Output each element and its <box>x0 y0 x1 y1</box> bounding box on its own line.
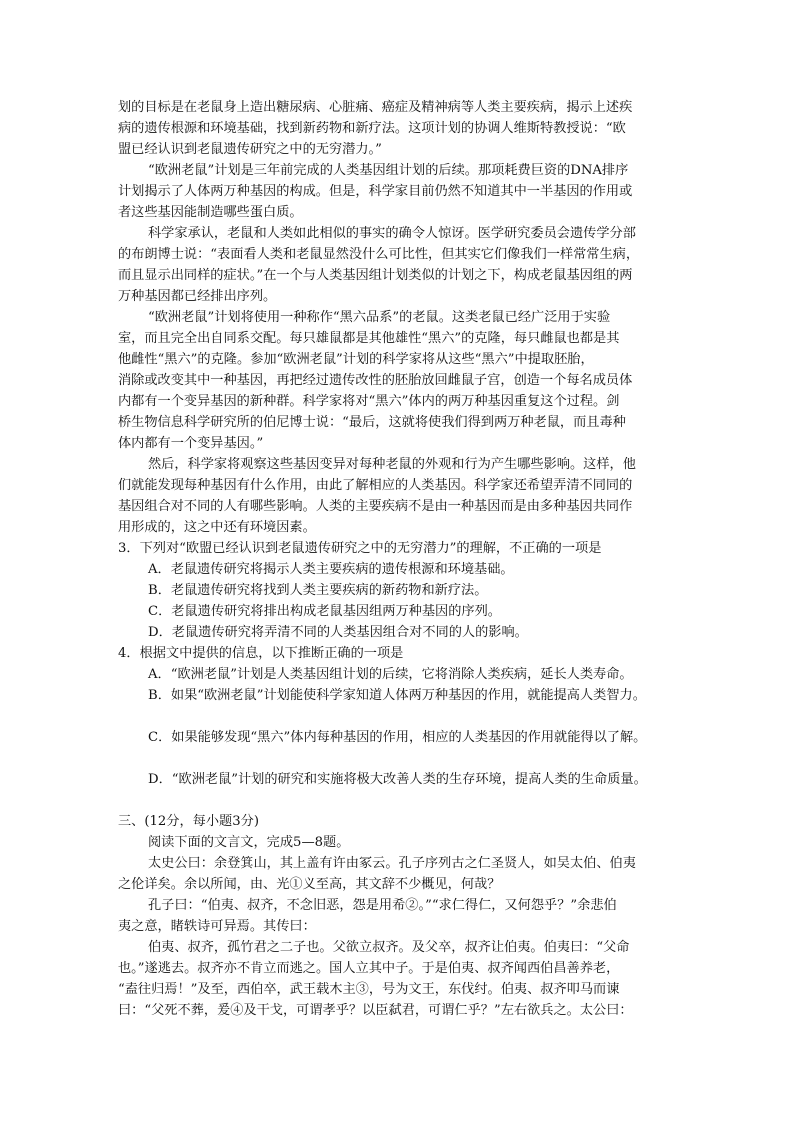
q3-option-a: A．老鼠遗传研究将揭示人类主要疾病的遗传根源和环境基础。 <box>148 562 514 577</box>
q4-option-c: C．如果能够发现“黑六”体内每种基因的作用，相应的人类基因的作用就能得以了解。 <box>148 730 647 745</box>
passage-line: 体内都有一个变异基因。” <box>118 436 264 451</box>
classical-text-line: 之伦详矣。余以所闻，由、光①义至高，其文辞不少概见，何哉？ <box>118 877 501 892</box>
passage-line: 者这些基因能制造哪些蛋白质。 <box>118 205 303 220</box>
section-instruction: 阅读下面的文言文，完成5—8题。 <box>148 835 350 850</box>
section-heading: 三、(12分，每小题3分) <box>118 814 259 829</box>
classical-text-line: 也。”遂逃去。叔齐亦不肯立而逃之。国人立其中子。于是伯夷、叔齐闻西伯昌善养老， <box>118 961 620 976</box>
passage-line: 内都有一个变异基因的新种群。科学家将对“黑六”体内的两万种基因重复这个过程。剑 <box>118 394 620 409</box>
classical-text-line: 曰：“父死不葬，爰④及干戈，可谓孝乎？以臣弑君，可谓仁乎？”左右欲兵之。太公曰： <box>118 1003 633 1018</box>
passage-line: 基因组合对不同的人有哪些影响。人类的主要疾病不是由一种基因而是由多种基因共同作 <box>118 499 633 514</box>
passage-line: 盟已经认识到老鼠遗传研究之中的无穷潜力。” <box>118 142 382 157</box>
q4-option-d: D．“欧洲老鼠”计划的研究和实施将极大改善人类的生存环境，提高人类的生命质量。 <box>148 772 647 787</box>
passage-line: 的布朗博士说：“表面看人类和老鼠显然没什么可比性，但其实它们像我们一样常常生病， <box>118 247 640 262</box>
passage-line: 室，而且完全出自同系交配。每只雄鼠都是其他雄性“黑六”的克隆，每只雌鼠也都是其 <box>118 331 620 346</box>
classical-text-line: 夷之意，睹轶诗可异焉。其传曰： <box>118 919 316 934</box>
passage-line: 他雌性“黑六”的克隆。参加“欧洲老鼠”计划的科学家将从这些“黑六”中提取胚胎， <box>118 352 594 367</box>
question-4-stem: 4．根据文中提供的信息，以下推断正确的一项是 <box>118 646 404 661</box>
q3-option-b: B．老鼠遗传研究将找到人类主要疾病的新药物和新疗法。 <box>148 583 488 598</box>
passage-line: 计划揭示了人体两万种基因的构成。但是，科学家目前仍然不知道其中一半基因的作用或 <box>118 184 633 199</box>
classical-text-line: 伯夷、叔齐，孤竹君之二子也。父欲立叔齐。及父卒，叔齐让伯夷。伯夷曰：“父命 <box>148 940 630 955</box>
classical-text-line: 太史公曰：余登箕山，其上盖有许由冢云。孔子序列古之仁圣贤人，如吴太伯、伯夷 <box>148 856 636 871</box>
passage-line: 而且显示出同样的症状。”在一个与人类基因组计划类似的计划之下，构成老鼠基因组的两 <box>118 268 633 283</box>
passage-line: “欧洲老鼠”计划将使用一种称作“黑六品系”的老鼠。这类老鼠已经广泛用于实验 <box>148 310 611 325</box>
question-3-stem: 3．下列对“欧盟已经认识到老鼠遗传研究之中的无穷潜力”的理解，不正确的一项是 <box>118 541 602 556</box>
passage-line: 然后，科学家将观察这些基因变异对每种老鼠的外观和行为产生哪些影响。这样，他 <box>148 457 636 472</box>
passage-line: 万种基因都已经排出序列。 <box>118 289 277 304</box>
passage-line: 病的遗传根源和环境基础，找到新药物和新疗法。这项计划的协调人维斯特教授说：“欧 <box>118 121 626 136</box>
q4-option-b: B．如果“欧洲老鼠”计划能使科学家知道人体两万种基因的作用，就能提高人类智力。 <box>148 688 646 703</box>
passage-line: 桥生物信息科学研究所的伯尼博士说：“最后，这就将使我们得到两万种老鼠，而且毒种 <box>118 415 626 430</box>
passage-line: 消除或改变其中一种基因，再把经过遗传改性的胚胎放回雌鼠子宫，创造一个每名成员体 <box>118 373 633 388</box>
classical-text-line: 孔子曰：“伯夷、叔齐，不念旧恶，怨是用希②。”“求仁得仁，又何怨乎？”余悲伯 <box>148 898 617 913</box>
classical-text-line: “盍往归焉！”及至，西伯卒，武王载木主③，号为文王，东伐纣。伯夷、叔齐叩马而谏 <box>118 982 620 997</box>
q3-option-d: D．老鼠遗传研究将弄清不同的人类基因组合对不同的人的影响。 <box>148 625 528 640</box>
passage-line: “欧洲老鼠”计划是三年前完成的人类基因组计划的后续。那项耗费巨资的DNA排序 <box>148 163 629 178</box>
passage-line: 用形成的，这之中还有环境因素。 <box>118 520 316 535</box>
passage-line: 科学家承认，老鼠和人类如此相似的事实的确令人惊讶。医学研究委员会遗传学分部 <box>148 226 636 241</box>
passage-line: 们就能发现每种基因有什么作用，由此了解相应的人类基因。科学家还希望弄清不同同的 <box>118 478 633 493</box>
passage-line: 划的目标是在老鼠身上造出糖尿病、心脏痛、癌症及精神病等人类主要疾病，揭示上述疾 <box>118 100 633 115</box>
q4-option-a: A．“欧洲老鼠”计划是人类基因组计划的后续，它将消除人类疾病，延长人类寿命。 <box>148 667 633 682</box>
q3-option-c: C．老鼠遗传研究将排出构成老鼠基因组两万种基因的序列。 <box>148 604 501 619</box>
